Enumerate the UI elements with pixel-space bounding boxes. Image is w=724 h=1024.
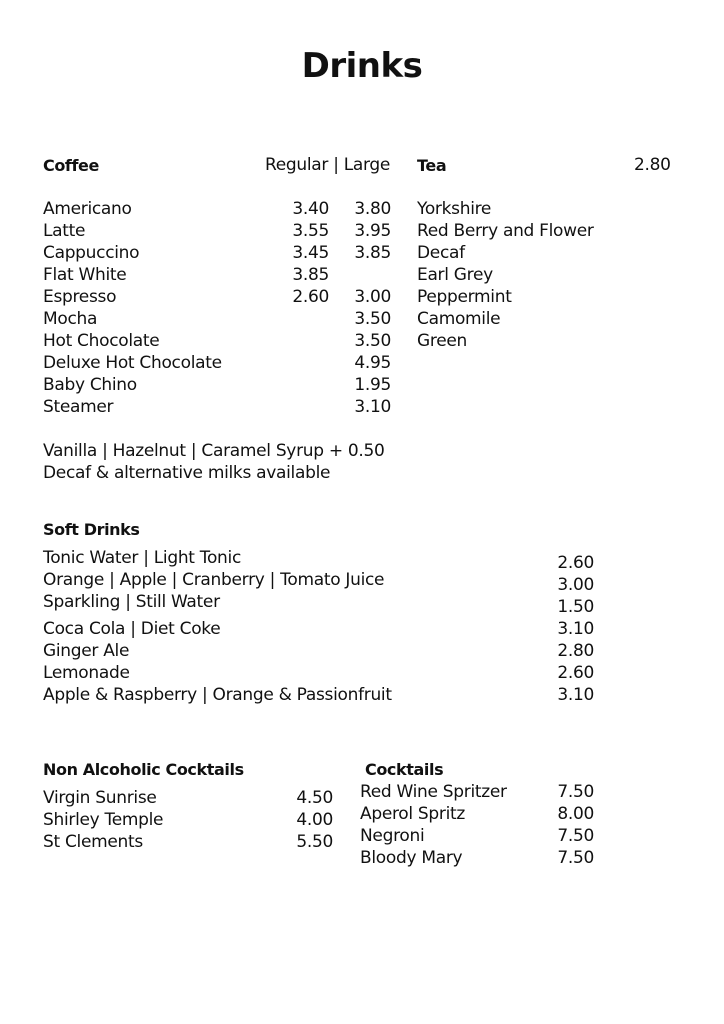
coffee-large-price: 3.95 bbox=[354, 221, 391, 241]
non-alcoholic-prices bbox=[280, 787, 333, 853]
cocktail-name: Aperol Spritz bbox=[360, 804, 466, 824]
coffee-regular-price bbox=[280, 352, 329, 374]
coffee-item-name: Cappuccino bbox=[43, 243, 140, 263]
coffee-regular-price bbox=[280, 396, 329, 418]
coffee-large-price: 4.95 bbox=[354, 353, 391, 373]
mocktail-name: St Clements bbox=[43, 832, 143, 852]
soft-drink-name: Orange | Apple | Cranberry | Tomato Juice bbox=[43, 570, 385, 590]
soft-drink-price: 2.60 bbox=[557, 663, 594, 683]
soft-drink-price: 3.10 bbox=[557, 685, 594, 705]
cocktail-price: 7.50 bbox=[557, 782, 594, 802]
coffee-regular-prices bbox=[280, 198, 329, 418]
coffee-note: Vanilla | Hazelnut | Caramel Syrup + 0.50 bbox=[43, 441, 385, 461]
tea-item: Peppermint bbox=[417, 287, 512, 307]
coffee-size-header: Regular | Large bbox=[265, 155, 391, 175]
cocktails-prices bbox=[540, 781, 594, 869]
coffee-regular-price bbox=[280, 308, 329, 330]
coffee-regular-price: 2.60 bbox=[292, 287, 329, 307]
coffee-regular-price: 3.55 bbox=[292, 221, 329, 241]
coffee-large-price: 3.00 bbox=[354, 287, 391, 307]
coffee-item-name: Flat White bbox=[43, 265, 127, 285]
soft-drink-price: 3.10 bbox=[557, 619, 594, 639]
coffee-item-name: Hot Chocolate bbox=[43, 331, 160, 351]
cocktails-names bbox=[360, 781, 507, 869]
coffee-large-price: 3.50 bbox=[354, 331, 391, 351]
soft-drink-name: Ginger Ale bbox=[43, 641, 130, 661]
tea-heading: Tea bbox=[417, 156, 447, 175]
coffee-notes bbox=[43, 440, 385, 484]
coffee-regular-price: 3.45 bbox=[292, 243, 329, 263]
mocktail-price: 5.50 bbox=[296, 832, 333, 852]
coffee-large-price bbox=[340, 264, 391, 286]
tea-item: Yorkshire bbox=[417, 199, 492, 219]
tea-item: Decaf bbox=[417, 243, 465, 263]
tea-item: Green bbox=[417, 331, 467, 351]
coffee-large-prices bbox=[340, 198, 391, 418]
mocktail-price: 4.50 bbox=[296, 788, 333, 808]
soft-drinks-group1-prices bbox=[540, 552, 594, 618]
soft-drinks-group2-prices bbox=[540, 618, 594, 706]
coffee-item-name: Americano bbox=[43, 199, 132, 219]
soft-drink-price: 1.50 bbox=[557, 597, 594, 617]
coffee-item-name: Mocha bbox=[43, 309, 98, 329]
coffee-item-name: Latte bbox=[43, 221, 86, 241]
soft-drink-price: 3.00 bbox=[557, 575, 594, 595]
soft-drinks-group1-names bbox=[43, 547, 384, 613]
tea-item: Earl Grey bbox=[417, 265, 493, 285]
coffee-large-price: 1.95 bbox=[354, 375, 391, 395]
coffee-note: Decaf & alternative milks available bbox=[43, 463, 331, 483]
coffee-names bbox=[43, 198, 222, 418]
soft-drink-name: Coca Cola | Diet Coke bbox=[43, 619, 221, 639]
coffee-large-price: 3.85 bbox=[354, 243, 391, 263]
soft-drink-price: 2.60 bbox=[557, 553, 594, 573]
mocktail-name: Shirley Temple bbox=[43, 810, 164, 830]
soft-drink-price: 2.80 bbox=[557, 641, 594, 661]
mocktail-price: 4.00 bbox=[296, 810, 333, 830]
cocktail-name: Negroni bbox=[360, 826, 425, 846]
cocktail-price: 7.50 bbox=[557, 848, 594, 868]
mocktail-name: Virgin Sunrise bbox=[43, 788, 157, 808]
cocktails-heading: Cocktails bbox=[365, 760, 444, 779]
soft-drinks-heading: Soft Drinks bbox=[43, 520, 140, 539]
coffee-item-name: Deluxe Hot Chocolate bbox=[43, 353, 222, 373]
tea-item: Camomile bbox=[417, 309, 501, 329]
coffee-regular-price bbox=[280, 374, 329, 396]
coffee-regular-price: 3.40 bbox=[292, 199, 329, 219]
cocktail-price: 7.50 bbox=[557, 826, 594, 846]
coffee-regular-price bbox=[280, 330, 329, 352]
coffee-large-price: 3.10 bbox=[354, 397, 391, 417]
cocktail-price: 8.00 bbox=[557, 804, 594, 824]
coffee-large-price: 3.50 bbox=[354, 309, 391, 329]
tea-price: 2.80 bbox=[634, 155, 671, 175]
soft-drink-name: Sparkling | Still Water bbox=[43, 592, 220, 612]
non-alcoholic-names bbox=[43, 787, 163, 853]
soft-drink-name: Lemonade bbox=[43, 663, 130, 683]
page-title: Drinks bbox=[301, 46, 423, 86]
coffee-regular-price: 3.85 bbox=[292, 265, 329, 285]
cocktail-name: Bloody Mary bbox=[360, 848, 463, 868]
cocktail-name: Red Wine Spritzer bbox=[360, 782, 507, 802]
tea-list bbox=[417, 198, 594, 352]
soft-drinks-group2-names bbox=[43, 618, 392, 706]
soft-drink-name: Apple & Raspberry | Orange & Passionfruit bbox=[43, 685, 392, 705]
soft-drink-name: Tonic Water | Light Tonic bbox=[43, 548, 242, 568]
coffee-item-name: Espresso bbox=[43, 287, 117, 307]
non-alcoholic-heading: Non Alcoholic Cocktails bbox=[43, 760, 244, 779]
coffee-item-name: Baby Chino bbox=[43, 375, 137, 395]
coffee-heading: Coffee bbox=[43, 156, 99, 175]
coffee-item-name: Steamer bbox=[43, 397, 114, 417]
coffee-large-price: 3.80 bbox=[354, 199, 391, 219]
tea-item: Red Berry and Flower bbox=[417, 221, 594, 241]
